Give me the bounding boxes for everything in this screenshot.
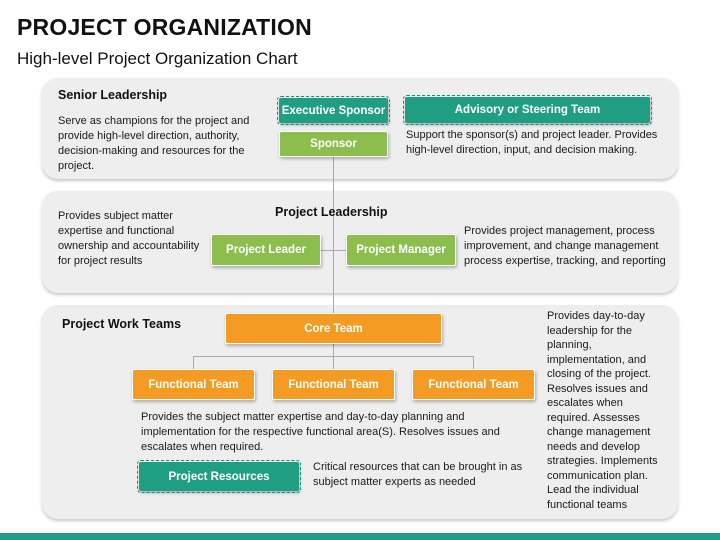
page-subtitle: High-level Project Organization Chart [17,49,298,68]
project-leadership-heading: Project Leadership [275,205,388,219]
project-manager-box[interactable]: Project Manager [346,234,456,266]
functional-team-box-3[interactable]: Functional Team [412,369,535,400]
core-team-box[interactable]: Core Team [225,313,442,344]
executive-sponsor-box[interactable]: Executive Sponsor [279,98,388,123]
functional-team-box-2[interactable]: Functional Team [272,369,395,400]
project-resources-description: Critical resources that can be brought in as subject matter experts as needed [313,461,523,488]
functional-team-2-connector [333,356,334,370]
project-leader-box[interactable]: Project Leader [211,234,321,266]
senior-leadership-heading: Senior Leadership [58,88,168,102]
project-work-teams-heading: Project Work Teams [62,317,182,331]
advisory-description: Support the sponsor(s) and project leader. Provides high-level direction, input, and decision making. [406,129,658,156]
core-team-description: Provides day-to-day leadership for the planning, implementation, and closing of the project. Resolves issues and escalates when required. Assesses change management needs and develop strategies. Implements communication plan. Lead the individual functional teams [547,310,658,511]
functional-team-box-1[interactable]: Functional Team [132,369,255,400]
senior-leadership-description: Serve as champions for the project and provide high-level direction, authority, decision-making and resources for the project. [58,115,250,172]
project-manager-description: Provides project management, process improvement, and change management process expertise, tracking, and reporting [464,225,666,267]
functional-team-description: Provides the subject matter expertise and day-to-day planning and implementation for the respective functional area(S). Resolves issues and escalates when required. [141,411,500,453]
functional-team-1-connector [193,356,194,370]
spine-connector [333,157,334,315]
sponsor-box[interactable]: Sponsor [279,131,388,157]
functional-team-3-connector [473,356,474,370]
project-resources-box[interactable]: Project Resources [139,462,299,491]
advisory-steering-team-box[interactable]: Advisory or Steering Team [405,97,650,123]
page-title: PROJECT ORGANIZATION [17,14,312,40]
project-leader-description: Provides subject matter expertise and functional ownership and accountability for project results [58,210,200,267]
bottom-accent-bar [0,533,720,540]
core-team-drop-connector [333,343,334,356]
